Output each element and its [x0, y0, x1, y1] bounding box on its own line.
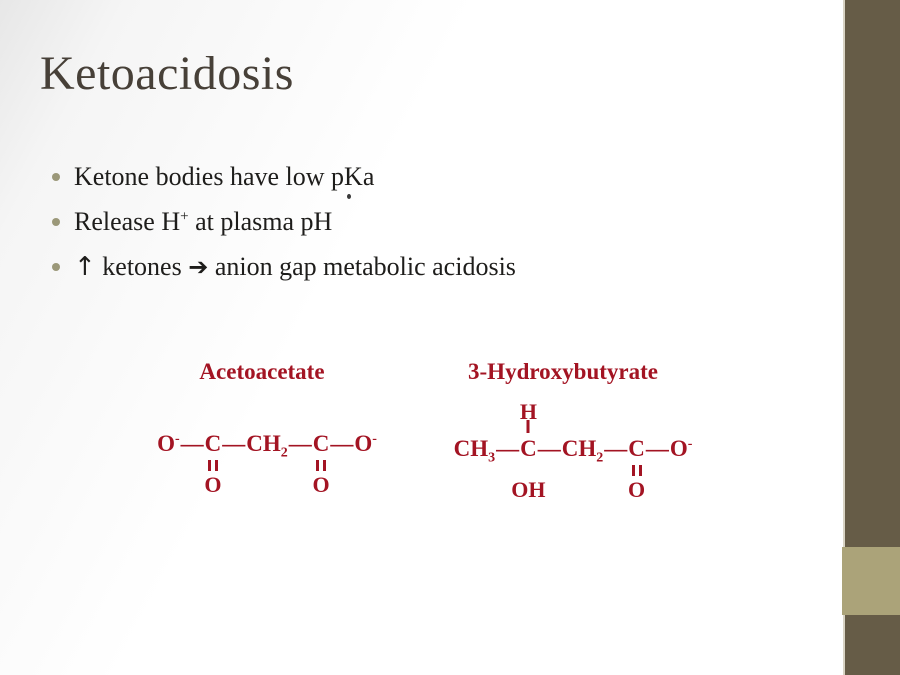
negative-charge: - [687, 435, 693, 451]
double-bond-icon [316, 460, 326, 471]
hydroxyl-carbon [511, 398, 546, 502]
carbonyl-oxygen: O [204, 471, 222, 497]
bullet-text-part: anion gap metabolic acidosis [208, 251, 516, 281]
atom-symbol: C [312, 430, 330, 456]
bullet-item [52, 244, 516, 289]
bullet-list [52, 154, 516, 289]
bullet-dot-icon [52, 263, 60, 271]
carbonyl-carbon [312, 430, 330, 497]
bullet-dot-icon [52, 173, 60, 181]
hydrogen-atom: H [519, 398, 537, 424]
methyl-group [453, 435, 496, 466]
hydroxybutyrate-chain [453, 398, 693, 502]
bullet-text-part: at plasma pH [188, 206, 333, 236]
bullet-text-part: ketones [95, 251, 189, 281]
atom-symbol: CH [453, 435, 489, 461]
right-arrow-icon: ➔ [188, 252, 209, 281]
negative-charge: - [174, 430, 180, 446]
single-bond: — [537, 435, 561, 461]
acetoacetate-chain [157, 430, 377, 497]
vertical-bond-icon [527, 420, 530, 433]
oxygen-atom [670, 436, 693, 462]
negative-charge: - [372, 430, 377, 446]
right-accent-band-light [842, 547, 900, 615]
stray-dot [347, 194, 351, 199]
atom-symbol: O [354, 430, 373, 456]
acetoacetate-structure [157, 358, 377, 497]
bullet-dot-icon [52, 218, 60, 226]
single-bond: — [222, 430, 246, 456]
single-bond: — [604, 435, 628, 461]
carbonyl-carbon [204, 430, 222, 497]
bullet-text [74, 207, 332, 237]
single-bond: — [645, 435, 669, 461]
hydroxybutyrate-label: 3-Hydroxybutyrate [468, 359, 658, 384]
double-bond-icon [632, 465, 642, 476]
atom-symbol: O [669, 435, 688, 461]
subscript-two: 2 [280, 445, 288, 461]
carbonyl-oxygen: O [627, 476, 646, 502]
hydroxybutyrate-structure [443, 358, 693, 502]
bullet-text-part: Release H [74, 206, 181, 236]
single-bond: — [180, 430, 204, 456]
acetoacetate-label: Acetoacetate [199, 359, 325, 384]
atom-symbol: C [204, 430, 222, 456]
carbonyl-carbon [627, 435, 646, 502]
superscript-plus: + [180, 207, 189, 224]
subscript-three: 3 [488, 450, 496, 466]
single-bond: — [288, 430, 312, 456]
atom-symbol: CH [246, 430, 281, 456]
bullet-text [74, 252, 516, 282]
subscript-two: 2 [596, 450, 604, 466]
oxygen-atom [157, 431, 180, 457]
atom-symbol: C [520, 435, 537, 461]
bullet-item [52, 199, 516, 244]
oxygen-atom [354, 431, 377, 457]
double-bond-icon [208, 460, 218, 471]
atom-symbol: O [157, 430, 175, 456]
hydroxyl-group: OH [511, 476, 546, 502]
bullet-text: Ketone bodies have low pKa [74, 161, 375, 191]
slide-title: Ketoacidosis [40, 47, 294, 100]
atom-symbol: C [628, 435, 645, 461]
single-bond: — [330, 430, 354, 456]
single-bond: — [496, 435, 520, 461]
carbonyl-oxygen: O [312, 471, 330, 497]
bullet-item [52, 154, 516, 199]
atom-symbol: CH [561, 435, 597, 461]
methylene-group [246, 430, 288, 461]
up-arrow-icon: ↑ [74, 251, 96, 282]
methylene-group [561, 435, 604, 466]
